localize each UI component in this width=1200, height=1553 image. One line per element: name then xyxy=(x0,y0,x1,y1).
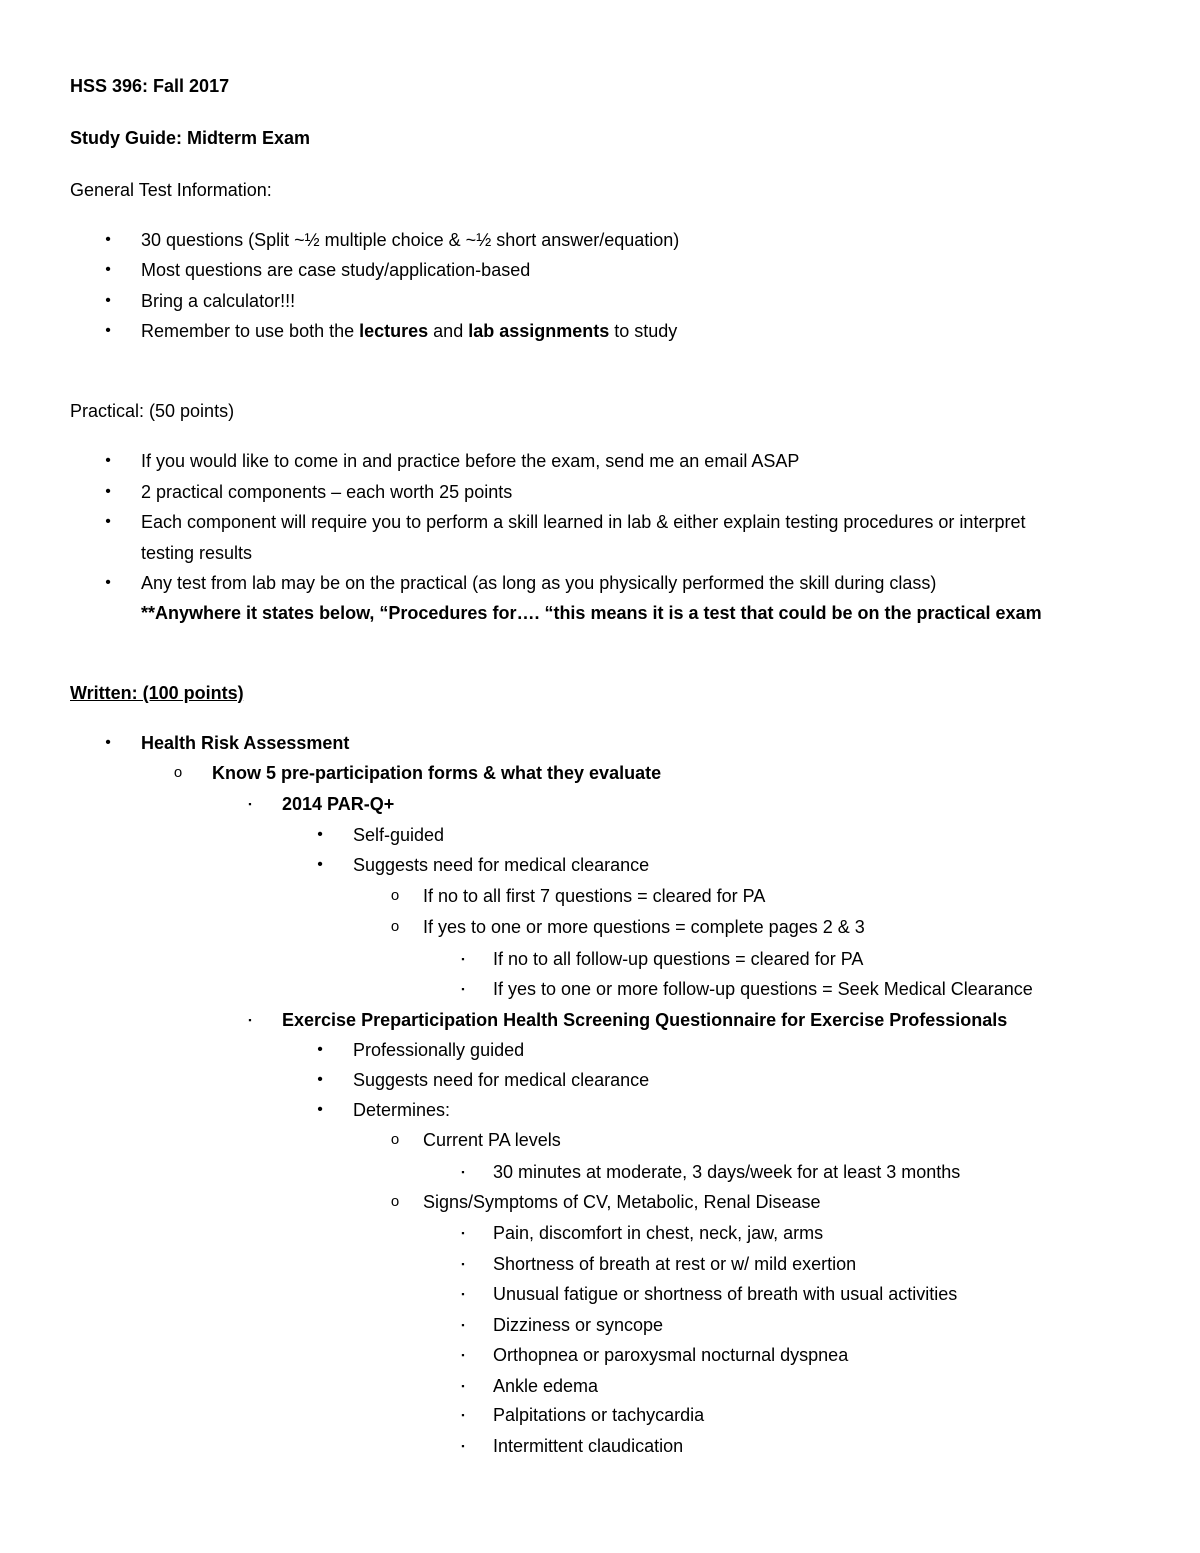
practical-item-continued: testing results xyxy=(141,543,253,563)
symptom-item: Orthopnea or paroxysmal nocturnal dyspnea xyxy=(493,1345,849,1365)
parq-subsub-item: If yes to one or more follow-up questions = Seek Medical Clearance xyxy=(493,979,1033,999)
practical-item: 2 practical components – each worth 25 points xyxy=(141,482,513,502)
square-bullet-icon: ▪ xyxy=(461,1441,465,1451)
circle-bullet-icon: o xyxy=(390,918,400,935)
lab-assignments-emphasis: lab assignments xyxy=(468,321,610,341)
ephsq-item: Suggests need for medical clearance xyxy=(353,1070,650,1090)
text-run: to study xyxy=(609,321,678,341)
square-bullet-icon: ▪ xyxy=(461,984,465,994)
symptom-item: Unusual fatigue or shortness of breath with usual activities xyxy=(493,1284,958,1304)
square-bullet-icon: ▪ xyxy=(461,1228,465,1238)
square-bullet-icon: ▪ xyxy=(461,1320,465,1330)
square-bullet-icon: ▪ xyxy=(461,1259,465,1269)
practical-item: If you would like to come in and practice before the exam, send me an email ASAP xyxy=(141,451,800,471)
general-item: Most questions are case study/application-based xyxy=(141,260,531,280)
general-item: 30 questions (Split ~½ multiple choice & ~½ short answer/equation) xyxy=(141,230,680,250)
parq-item: Suggests need for medical clearance xyxy=(353,855,650,875)
bullet-icon: • xyxy=(317,826,323,843)
general-heading: General Test Information: xyxy=(70,180,272,200)
bullet-icon: • xyxy=(317,1071,323,1088)
bullet-icon: • xyxy=(105,513,111,530)
circle-bullet-icon: o xyxy=(390,887,400,904)
bullet-icon: • xyxy=(105,734,111,751)
page-title: Study Guide: Midterm Exam xyxy=(70,128,311,148)
signs-symptoms-item: Signs/Symptoms of CV, Metabolic, Renal Disease xyxy=(423,1192,821,1212)
bullet-icon: • xyxy=(105,322,111,339)
square-bullet-icon: ▪ xyxy=(248,1015,252,1025)
course-title: HSS 396: Fall 2017 xyxy=(70,76,230,96)
parq-sub-item: If no to all first 7 questions = cleared for PA xyxy=(423,886,766,906)
bullet-icon: • xyxy=(317,1101,323,1118)
lectures-emphasis: lectures xyxy=(359,321,429,341)
bullet-icon: • xyxy=(105,452,111,469)
symptom-item: Ankle edema xyxy=(493,1376,599,1396)
parq-sub-item: If yes to one or more questions = complete pages 2 & 3 xyxy=(423,917,865,937)
symptom-item: Dizziness or syncope xyxy=(493,1315,664,1335)
bullet-icon: • xyxy=(105,231,111,248)
health-risk-assessment: Health Risk Assessment xyxy=(141,733,350,753)
circle-bullet-icon: o xyxy=(173,764,183,781)
square-bullet-icon: ▪ xyxy=(461,1167,465,1177)
bullet-icon: • xyxy=(317,1041,323,1058)
square-bullet-icon: ▪ xyxy=(461,1350,465,1360)
parq-item: Self-guided xyxy=(353,825,445,845)
square-bullet-icon: ▪ xyxy=(248,799,252,809)
square-bullet-icon: ▪ xyxy=(461,1410,465,1420)
ephsq-title: Exercise Preparticipation Health Screening Questionnaire for Exercise Professionals xyxy=(282,1010,1008,1030)
forms-item: Know 5 pre-participation forms & what they evaluate xyxy=(212,763,662,783)
bullet-icon: • xyxy=(105,261,111,278)
ephsq-item: Professionally guided xyxy=(353,1040,525,1060)
symptom-item: Shortness of breath at rest or w/ mild exertion xyxy=(493,1254,857,1274)
practical-item: Each component will require you to perform a skill learned in lab & either explain testing procedures or interpret xyxy=(141,512,1026,532)
square-bullet-icon: ▪ xyxy=(461,954,465,964)
practical-heading: Practical: (50 points) xyxy=(70,401,235,421)
general-item xyxy=(141,320,677,342)
square-bullet-icon: ▪ xyxy=(461,1289,465,1299)
bullet-icon: • xyxy=(105,292,111,309)
current-pa-detail: 30 minutes at moderate, 3 days/week for at least 3 months xyxy=(493,1162,961,1182)
circle-bullet-icon: o xyxy=(390,1193,400,1210)
bullet-icon: • xyxy=(105,574,111,591)
parq-title: 2014 PAR-Q+ xyxy=(282,794,395,814)
bullet-icon: • xyxy=(317,856,323,873)
square-bullet-icon: ▪ xyxy=(461,1381,465,1391)
current-pa-item: Current PA levels xyxy=(423,1130,561,1150)
parq-subsub-item: If no to all follow-up questions = cleared for PA xyxy=(493,949,864,969)
general-item: Bring a calculator!!! xyxy=(141,291,296,311)
written-heading: Written: (100 points) xyxy=(70,683,244,703)
practical-item: Any test from lab may be on the practical (as long as you physically performed the skill during class) xyxy=(141,573,937,593)
practical-note: **Anywhere it states below, “Procedures for…. “this means it is a test that could be on the practical exam xyxy=(141,603,1042,623)
text-run: Remember to use both the xyxy=(141,321,360,341)
symptom-item: Palpitations or tachycardia xyxy=(493,1405,705,1425)
bullet-icon: • xyxy=(105,483,111,500)
ephsq-item: Determines: xyxy=(353,1100,451,1120)
symptom-item: Pain, discomfort in chest, neck, jaw, arms xyxy=(493,1223,824,1243)
circle-bullet-icon: o xyxy=(390,1131,400,1148)
text-run: and xyxy=(428,321,469,341)
symptom-item: Intermittent claudication xyxy=(493,1436,684,1456)
